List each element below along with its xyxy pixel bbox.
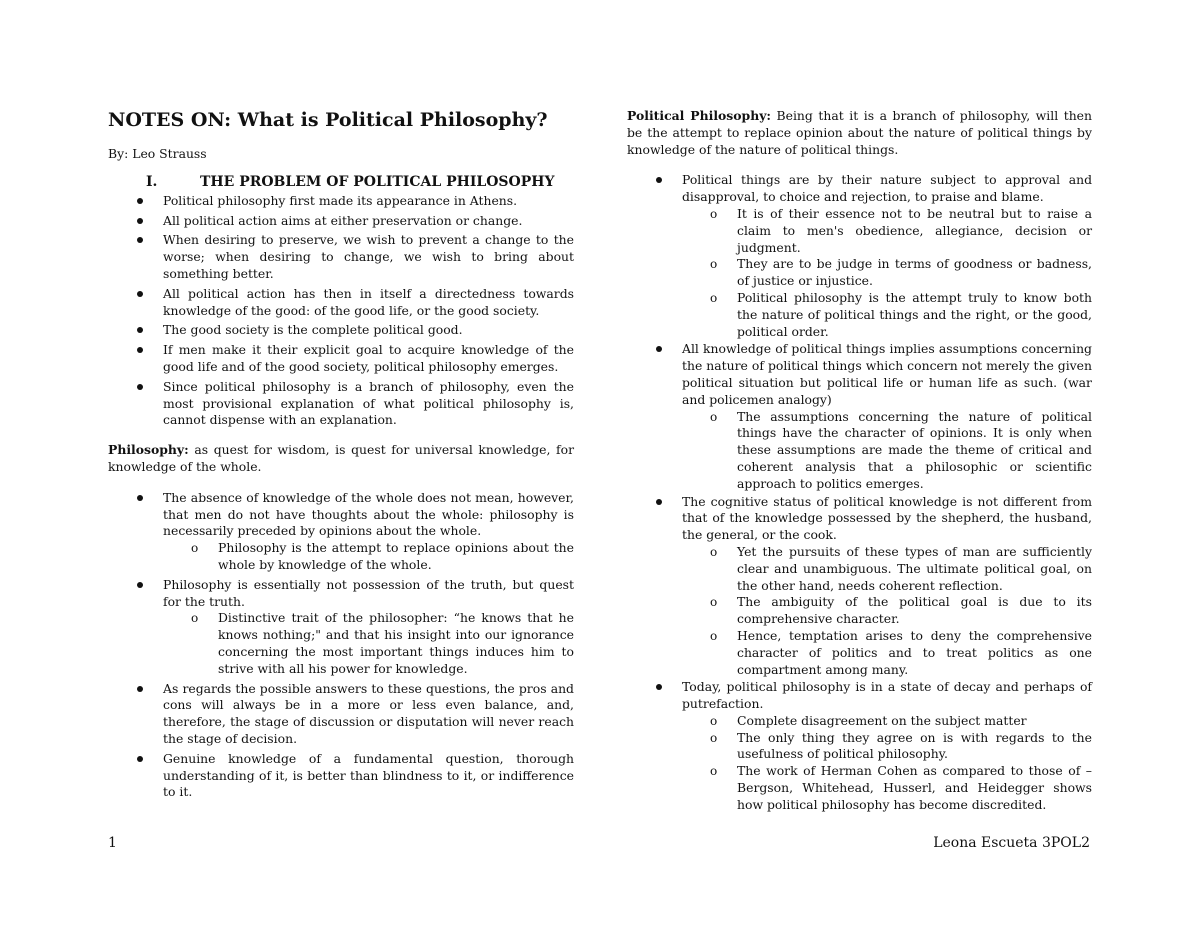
sub-bullet-list [682, 544, 1092, 678]
bullet-text: All knowledge of political things implies assumptions concerning the nature of political things which concern not merely the given political situation but political life or human life as such. (war and policemen analogy) [682, 341, 1092, 407]
sub-bullet-item: o The ambiguity of the political goal is due to its comprehensive character. [682, 594, 1092, 628]
bullet-text: The absence of knowledge of the whole does not mean, however, that men do not have thoughts about the whole: philosophy is necessarily preceded by opinions about the whole. [163, 489, 574, 539]
section-heading [108, 173, 574, 191]
bullet-text: Political things are by their nature subject to approval and disapproval, to choice and rejection, to praise and blame. [682, 172, 1092, 205]
bullet-item [108, 681, 574, 748]
right-column [627, 108, 1092, 815]
bullet-text: Today, political philosophy is in a state of decay and perhaps of putrefaction. [682, 679, 1092, 712]
sub-bullet-list [682, 409, 1092, 493]
sub-bullet-item: o Political philosophy is the attempt truly to know both the nature of political things and the right, or the good, political order. [682, 290, 1092, 340]
bullet-item [627, 679, 1092, 813]
sub-bullet-item: o The work of Herman Cohen as compared to those of – Bergson, Whitehead, Husserl, and Heidegger shows how political philosophy has become discredited. [682, 763, 1092, 813]
sub-bullet-item: o Hence, temptation arises to deny the comprehensive character of politics and to treat politics as one compartment among many. [682, 628, 1092, 678]
sub-bullet-list [682, 206, 1092, 340]
political-bullet-list [627, 172, 1092, 813]
footer-author-code: Leona Escueta 3POL2 [933, 835, 1090, 851]
bullet-item: All political action has then in itself a directedness towards knowledge of the good: of the good life, or the good society. [108, 286, 574, 320]
sub-bullet-item: o Complete disagreement on the subject matter [682, 713, 1092, 730]
bullet-item: If men make it their explicit goal to acquire knowledge of the good life and of the good society, political philosophy emerges. [108, 342, 574, 376]
sub-bullet-item: o They are to be judge in terms of goodness or badness, of justice or injustice. [682, 256, 1092, 290]
bullet-item: When desiring to preserve, we wish to prevent a change to the worse; when desiring to change, we wish to bring about something better. [108, 232, 574, 282]
sub-bullet-item: o Philosophy is the attempt to replace opinions about the whole by knowledge of the whole. [163, 540, 574, 574]
section-title: THE PROBLEM OF POLITICAL PHILOSOPHY [200, 173, 555, 190]
sub-bullet-list [163, 540, 574, 574]
political-philosophy-definition [627, 108, 1092, 158]
bullet-item [627, 172, 1092, 340]
document-title: NOTES ON: What is Political Philosophy? [108, 109, 548, 131]
section-number: I. [146, 173, 158, 190]
bullet-item [108, 490, 574, 574]
bullet-item: All political action aims at either preservation or change. [108, 213, 574, 230]
sub-bullet-item: o The only thing they agree on is with regards to the usefulness of political philosophy. [682, 730, 1092, 764]
bullet-text: Genuine knowledge of a fundamental question, thorough understanding of it, is better than blindness to it, or indifference to it. [163, 750, 574, 800]
bullet-text: The cognitive status of political knowledge is not different from that of the knowledge possessed by the shepherd, the husband, the general, or the cook. [682, 493, 1092, 543]
left-column [108, 108, 574, 804]
bullet-text: As regards the possible answers to these questions, the pros and cons will always be in a more or less even balance, and, therefore, the stage of discussion or disputation will never reach the stage of decision. [163, 680, 574, 746]
bullet-item: The good society is the complete political good. [108, 322, 574, 339]
philosophy-text: as quest for wisdom, is quest for universal knowledge, for knowledge of the whole. [108, 442, 574, 474]
page-number: 1 [108, 835, 117, 851]
sub-bullet-item: o Distinctive trait of the philosopher: “he knows that he knows nothing;" and that his insight into our ignorance concerning the most important things induces him to strive with all his power for knowledge. [163, 610, 574, 677]
political-philosophy-term: Political Philosophy: [627, 108, 771, 123]
bullet-item [627, 341, 1092, 492]
political-philosophy-text: Being that it is a branch of philosophy, will then be the attempt to replace opinion about the nature of political things by knowledge of the nature of political things. [627, 108, 1092, 157]
philosophy-definition [108, 442, 574, 476]
bullet-item [108, 577, 574, 678]
bullet-item: Political philosophy first made its appearance in Athens. [108, 193, 574, 210]
author-line: By: Leo Strauss [108, 146, 207, 161]
problem-bullet-list [108, 193, 574, 429]
sub-bullet-item: o It is of their essence not to be neutral but to raise a claim to men's obedience, allegiance, decision or judgment. [682, 206, 1092, 256]
bullet-item [627, 494, 1092, 679]
sub-bullet-list [163, 610, 574, 677]
sub-bullet-item: o Yet the pursuits of these types of man are sufficiently clear and unambiguous. The ultimate political goal, on the other hand, needs coherent reflection. [682, 544, 1092, 594]
sub-bullet-list [682, 713, 1092, 814]
philosophy-term: Philosophy: [108, 442, 189, 458]
bullet-item: Since political philosophy is a branch of philosophy, even the most provisional explanation of what political philosophy is, cannot dispense with an explanation. [108, 379, 574, 429]
philosophy-bullet-list [108, 490, 574, 801]
bullet-text: Philosophy is essentially not possession of the truth, but quest for the truth. [163, 576, 574, 609]
sub-bullet-item: o The assumptions concerning the nature of political things have the character of opinions. It is only when these assumptions are made the theme of critical and coherent analysis that a philosophic or scientific approach to politics emerges. [682, 409, 1092, 493]
bullet-item [108, 751, 574, 801]
